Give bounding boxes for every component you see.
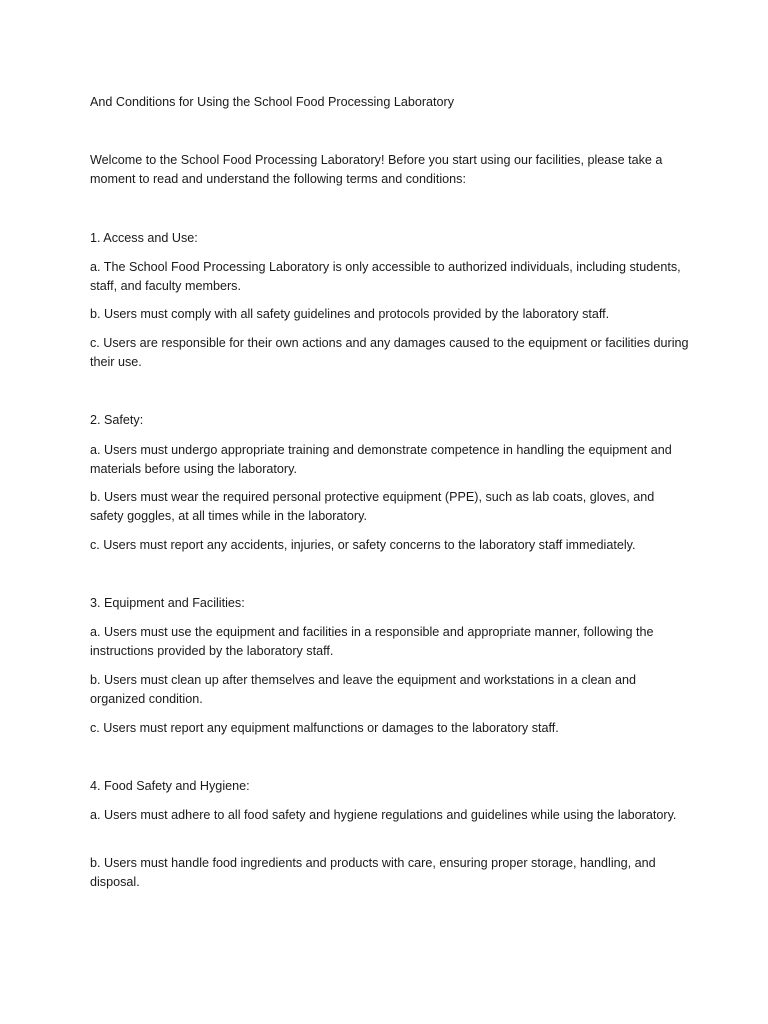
- section-heading-equipment-and-facilities: 3. Equipment and Facilities:: [90, 596, 245, 610]
- section-heading-food-safety-and-hygiene: 4. Food Safety and Hygiene:: [90, 779, 250, 793]
- section-item: c. Users must report any accidents, injuries, or safety concerns to the laboratory staff immediately.: [90, 538, 636, 552]
- section-heading-safety: 2. Safety:: [90, 413, 144, 427]
- section-item: c. Users are responsible for their own actions and any damages caused to the equipment or facilities during their use.: [90, 336, 689, 369]
- section-item: b. Users must clean up after themselves and leave the equipment and workstations in a clean and organized condition.: [90, 673, 637, 706]
- section-item: b. Users must wear the required personal protective equipment (PPE), such as lab coats, gloves, and safety goggles, at all times while in the laboratory.: [90, 490, 655, 523]
- section-item: a. Users must undergo appropriate training and demonstrate competence in handling the equipment and materials before using the laboratory.: [90, 443, 672, 476]
- section-item: a. Users must use the equipment and facilities in a responsible and appropriate manner, following the instructions provided by the laboratory staff.: [90, 625, 654, 658]
- document-title: And Conditions for Using the School Food Processing Laboratory: [90, 95, 455, 109]
- section-item: c. Users must report any equipment malfunctions or damages to the laboratory staff.: [90, 721, 559, 735]
- section-item: a. Users must adhere to all food safety and hygiene regulations and guidelines while using the laboratory.: [90, 808, 677, 822]
- section-item: b. Users must handle food ingredients and products with care, ensuring proper storage, handling, and disposal.: [90, 856, 656, 889]
- section-item: a. The School Food Processing Laboratory is only accessible to authorized individuals, including students, staff, and faculty members.: [90, 260, 681, 293]
- section-heading-access-and-use: 1. Access and Use:: [90, 231, 198, 245]
- section-item: b. Users must comply with all safety guidelines and protocols provided by the laboratory staff.: [90, 307, 610, 321]
- intro-paragraph: Welcome to the School Food Processing Laboratory! Before you start using our facilities, please take a moment to read and understand the following terms and conditions:: [90, 153, 663, 186]
